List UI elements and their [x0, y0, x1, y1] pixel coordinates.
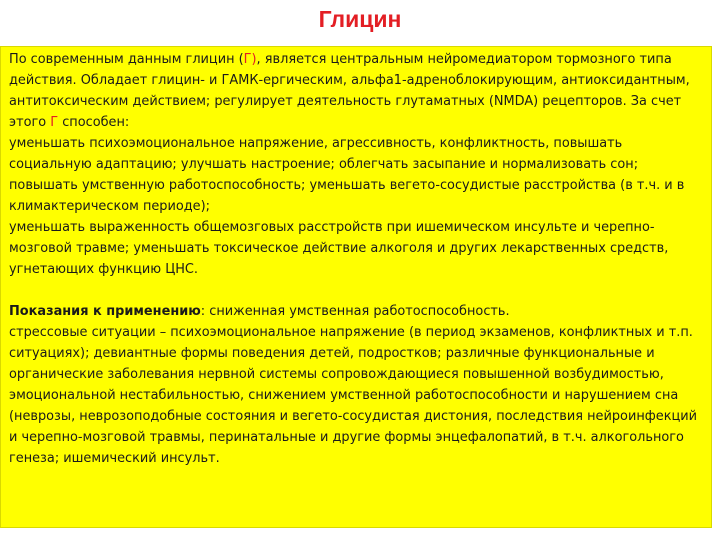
mechanism-text-2: , является центральным нейромедиатором тормозного типа действия. Обладает глицин- и ГАМК-ергическим, альфа1-адреноблокирующим, антиоксидантным, антитоксическим действием; регулирует деятельность глутаматных (NMDA) рецепторов. За счет этого [9, 52, 690, 130]
abbreviation-g-2: Г [50, 115, 59, 130]
spacer [9, 280, 705, 301]
indications-colon: : [200, 304, 206, 319]
paragraph-mechanism [9, 49, 705, 133]
content-box [0, 46, 712, 528]
abbreviation-g: Г) [243, 52, 257, 67]
indications-heading: Показания к применению [9, 304, 201, 319]
indications-text-1: сниженная умственная работоспособность. [205, 304, 510, 319]
paragraph-effects-2: уменьшать выраженность общемозговых расстройств при ишемическом инсульте и черепно-мозговой травме; уменьшать токсическое действие алкоголя и других лекарственных средств, угнетающих функцию ЦНС. [9, 220, 669, 277]
paragraph-effects-1: уменьшать психоэмоциональное напряжение, агрессивность, конфликтность, повышать социальную адаптацию; улучшать настроение; облегчать засыпание и нормализовать сон; повышать умственную работоспособность; уменьшать вегето-сосудистые расстройства (в т.ч. и в климактерическом периоде); [9, 136, 685, 214]
mechanism-text-1: По современным данным глицин ( [9, 52, 244, 67]
page-title: Глицин [318, 6, 402, 32]
paragraph-indications [9, 301, 705, 322]
mechanism-text-3: способен: [58, 115, 130, 130]
paragraph-indications-list: стрессовые ситуации – психоэмоциональное напряжение (в период экзаменов, конфликтных и т.п. ситуациях); девиантные формы поведения детей, подростков; различные функциональные и органические заболевания нервной системы сопровождающиеся повышенной возбудимостью, эмоциональной нестабильностью, снижением умственной работоспособности и нарушением сна (неврозы, неврозоподобные состояния и вегето-сосудистая дистония, последствия нейроинфекций и черепно-мозговой травмы, перинатальные и другие формы энцефалопатий, в т.ч. алкогольного генеза; ишемический инсульт. [9, 325, 698, 466]
